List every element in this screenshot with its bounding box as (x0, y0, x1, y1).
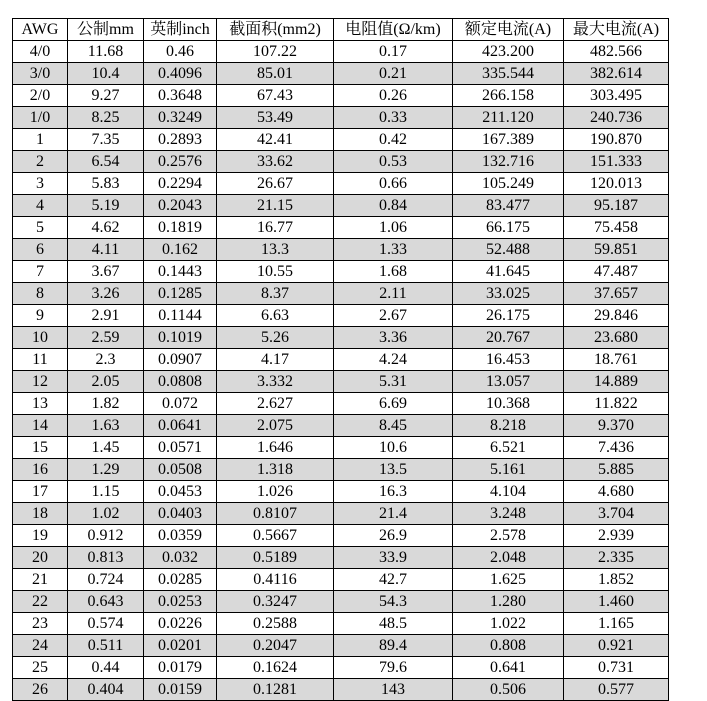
cell-resistance: 48.5 (334, 613, 453, 635)
cell-rated-current: 2.048 (453, 547, 564, 569)
table-row (13, 481, 669, 503)
cell-awg: 8 (13, 283, 68, 305)
cell-metric-mm: 2.59 (68, 327, 144, 349)
cell-awg: 11 (13, 349, 68, 371)
cell-metric-mm: 3.26 (68, 283, 144, 305)
cell-awg: 2/0 (13, 85, 68, 107)
cell-max-current: 9.370 (564, 415, 669, 437)
cell-awg: 16 (13, 459, 68, 481)
cell-awg: 12 (13, 371, 68, 393)
table-row (13, 239, 669, 261)
cell-resistance: 0.17 (334, 41, 453, 63)
cell-rated-current: 423.200 (453, 41, 564, 63)
cell-metric-mm: 3.67 (68, 261, 144, 283)
cell-max-current: 1.852 (564, 569, 669, 591)
cell-metric-mm: 4.11 (68, 239, 144, 261)
cell-metric-mm: 1.45 (68, 437, 144, 459)
cell-rated-current: 83.477 (453, 195, 564, 217)
cell-metric-mm: 0.813 (68, 547, 144, 569)
cell-imperial-inch: 0.2893 (144, 129, 217, 151)
cell-metric-mm: 0.643 (68, 591, 144, 613)
cell-awg: 6 (13, 239, 68, 261)
cell-max-current: 0.577 (564, 679, 669, 701)
cell-cross-section: 0.2047 (217, 635, 334, 657)
cell-resistance: 10.6 (334, 437, 453, 459)
cell-metric-mm: 0.912 (68, 525, 144, 547)
cell-rated-current: 1.625 (453, 569, 564, 591)
cell-imperial-inch: 0.0508 (144, 459, 217, 481)
table-row (13, 283, 669, 305)
cell-resistance: 143 (334, 679, 453, 701)
cell-cross-section: 42.41 (217, 129, 334, 151)
column-header-metric-mm: 公制mm (68, 19, 144, 41)
cell-rated-current: 1.022 (453, 613, 564, 635)
cell-resistance: 4.24 (334, 349, 453, 371)
cell-awg: 5 (13, 217, 68, 239)
cell-resistance: 26.9 (334, 525, 453, 547)
cell-resistance: 2.11 (334, 283, 453, 305)
cell-max-current: 37.657 (564, 283, 669, 305)
cell-cross-section: 10.55 (217, 261, 334, 283)
cell-awg: 7 (13, 261, 68, 283)
cell-rated-current: 2.578 (453, 525, 564, 547)
cell-max-current: 95.187 (564, 195, 669, 217)
cell-awg: 2 (13, 151, 68, 173)
cell-imperial-inch: 0.0159 (144, 679, 217, 701)
cell-cross-section: 0.5667 (217, 525, 334, 547)
table-row (13, 327, 669, 349)
table-row (13, 591, 669, 613)
cell-imperial-inch: 0.0403 (144, 503, 217, 525)
cell-max-current: 3.704 (564, 503, 669, 525)
cell-max-current: 18.761 (564, 349, 669, 371)
cell-metric-mm: 6.54 (68, 151, 144, 173)
cell-awg: 18 (13, 503, 68, 525)
cell-awg: 9 (13, 305, 68, 327)
cell-imperial-inch: 0.0253 (144, 591, 217, 613)
cell-cross-section: 21.15 (217, 195, 334, 217)
table-row (13, 503, 669, 525)
cell-rated-current: 10.368 (453, 393, 564, 415)
cell-awg: 17 (13, 481, 68, 503)
cell-awg: 10 (13, 327, 68, 349)
cell-rated-current: 1.280 (453, 591, 564, 613)
cell-imperial-inch: 0.46 (144, 41, 217, 63)
cell-awg: 4/0 (13, 41, 68, 63)
cell-imperial-inch: 0.0808 (144, 371, 217, 393)
cell-imperial-inch: 0.032 (144, 547, 217, 569)
cell-metric-mm: 7.35 (68, 129, 144, 151)
cell-metric-mm: 0.574 (68, 613, 144, 635)
cell-rated-current: 5.161 (453, 459, 564, 481)
cell-rated-current: 132.716 (453, 151, 564, 173)
table-row (13, 349, 669, 371)
cell-imperial-inch: 0.0226 (144, 613, 217, 635)
cell-max-current: 29.846 (564, 305, 669, 327)
cell-max-current: 240.736 (564, 107, 669, 129)
cell-resistance: 8.45 (334, 415, 453, 437)
cell-awg: 22 (13, 591, 68, 613)
cell-awg: 23 (13, 613, 68, 635)
table-row (13, 41, 669, 63)
column-header-awg: AWG (13, 19, 68, 41)
cell-resistance: 0.66 (334, 173, 453, 195)
cell-imperial-inch: 0.2294 (144, 173, 217, 195)
cell-cross-section: 1.026 (217, 481, 334, 503)
table-row (13, 305, 669, 327)
cell-metric-mm: 9.27 (68, 85, 144, 107)
table-row (13, 525, 669, 547)
cell-metric-mm: 2.05 (68, 371, 144, 393)
cell-imperial-inch: 0.1144 (144, 305, 217, 327)
cell-imperial-inch: 0.0285 (144, 569, 217, 591)
cell-rated-current: 52.488 (453, 239, 564, 261)
cell-imperial-inch: 0.1019 (144, 327, 217, 349)
cell-imperial-inch: 0.4096 (144, 63, 217, 85)
cell-max-current: 23.680 (564, 327, 669, 349)
cell-cross-section: 0.8107 (217, 503, 334, 525)
cell-cross-section: 33.62 (217, 151, 334, 173)
cell-max-current: 75.458 (564, 217, 669, 239)
cell-resistance: 89.4 (334, 635, 453, 657)
cell-imperial-inch: 0.0201 (144, 635, 217, 657)
cell-rated-current: 13.057 (453, 371, 564, 393)
cell-awg: 24 (13, 635, 68, 657)
table-row (13, 547, 669, 569)
cell-resistance: 6.69 (334, 393, 453, 415)
table-row (13, 679, 669, 701)
cell-max-current: 47.487 (564, 261, 669, 283)
cell-imperial-inch: 0.0641 (144, 415, 217, 437)
cell-rated-current: 16.453 (453, 349, 564, 371)
cell-resistance: 0.84 (334, 195, 453, 217)
cell-resistance: 42.7 (334, 569, 453, 591)
cell-metric-mm: 1.15 (68, 481, 144, 503)
cell-cross-section: 2.627 (217, 393, 334, 415)
cell-imperial-inch: 0.3648 (144, 85, 217, 107)
cell-cross-section: 5.26 (217, 327, 334, 349)
column-header-cross-section: 截面积(mm2) (217, 19, 334, 41)
cell-imperial-inch: 0.0359 (144, 525, 217, 547)
cell-metric-mm: 10.4 (68, 63, 144, 85)
cell-metric-mm: 2.91 (68, 305, 144, 327)
cell-rated-current: 335.544 (453, 63, 564, 85)
cell-metric-mm: 1.02 (68, 503, 144, 525)
table-viewport (12, 18, 670, 698)
cell-cross-section: 6.63 (217, 305, 334, 327)
cell-resistance: 13.5 (334, 459, 453, 481)
cell-awg: 20 (13, 547, 68, 569)
cell-metric-mm: 4.62 (68, 217, 144, 239)
cell-metric-mm: 0.724 (68, 569, 144, 591)
table-row (13, 261, 669, 283)
table-row (13, 151, 669, 173)
cell-awg: 19 (13, 525, 68, 547)
table-row (13, 459, 669, 481)
cell-cross-section: 1.646 (217, 437, 334, 459)
table-row (13, 85, 669, 107)
cell-awg: 25 (13, 657, 68, 679)
cell-imperial-inch: 0.072 (144, 393, 217, 415)
cell-rated-current: 0.808 (453, 635, 564, 657)
cell-imperial-inch: 0.1443 (144, 261, 217, 283)
cell-imperial-inch: 0.1819 (144, 217, 217, 239)
cell-cross-section: 0.1281 (217, 679, 334, 701)
cell-metric-mm: 5.19 (68, 195, 144, 217)
column-header-resistance: 电阻值(Ω/km) (334, 19, 453, 41)
cell-awg: 15 (13, 437, 68, 459)
cell-rated-current: 0.506 (453, 679, 564, 701)
table-row (13, 569, 669, 591)
cell-rated-current: 8.218 (453, 415, 564, 437)
cell-cross-section: 2.075 (217, 415, 334, 437)
table-row (13, 173, 669, 195)
cell-cross-section: 16.77 (217, 217, 334, 239)
cell-metric-mm: 11.68 (68, 41, 144, 63)
cell-imperial-inch: 0.1285 (144, 283, 217, 305)
cell-metric-mm: 0.44 (68, 657, 144, 679)
cell-max-current: 4.680 (564, 481, 669, 503)
cell-resistance: 0.33 (334, 107, 453, 129)
cell-resistance: 33.9 (334, 547, 453, 569)
cell-cross-section: 107.22 (217, 41, 334, 63)
cell-rated-current: 211.120 (453, 107, 564, 129)
cell-rated-current: 33.025 (453, 283, 564, 305)
cell-awg: 14 (13, 415, 68, 437)
cell-metric-mm: 1.63 (68, 415, 144, 437)
header-row (13, 19, 669, 41)
cell-imperial-inch: 0.2576 (144, 151, 217, 173)
cell-resistance: 79.6 (334, 657, 453, 679)
cell-max-current: 0.731 (564, 657, 669, 679)
cell-max-current: 482.566 (564, 41, 669, 63)
cell-max-current: 151.333 (564, 151, 669, 173)
cell-cross-section: 4.17 (217, 349, 334, 371)
cell-resistance: 16.3 (334, 481, 453, 503)
cell-max-current: 0.921 (564, 635, 669, 657)
cell-cross-section: 13.3 (217, 239, 334, 261)
cell-cross-section: 0.1624 (217, 657, 334, 679)
cell-cross-section: 0.5189 (217, 547, 334, 569)
table-row (13, 217, 669, 239)
cell-metric-mm: 2.3 (68, 349, 144, 371)
cell-metric-mm: 5.83 (68, 173, 144, 195)
cell-cross-section: 0.2588 (217, 613, 334, 635)
table-row (13, 107, 669, 129)
awg-wire-table (12, 18, 669, 701)
cell-metric-mm: 1.29 (68, 459, 144, 481)
cell-awg: 26 (13, 679, 68, 701)
cell-awg: 21 (13, 569, 68, 591)
cell-rated-current: 105.249 (453, 173, 564, 195)
table-row (13, 393, 669, 415)
cell-cross-section: 0.4116 (217, 569, 334, 591)
cell-metric-mm: 0.404 (68, 679, 144, 701)
cell-imperial-inch: 0.0453 (144, 481, 217, 503)
cell-awg: 1/0 (13, 107, 68, 129)
table-row (13, 63, 669, 85)
cell-resistance: 0.42 (334, 129, 453, 151)
cell-resistance: 1.33 (334, 239, 453, 261)
table-row (13, 415, 669, 437)
cell-resistance: 1.68 (334, 261, 453, 283)
cell-cross-section: 53.49 (217, 107, 334, 129)
cell-max-current: 120.013 (564, 173, 669, 195)
table-row (13, 195, 669, 217)
cell-rated-current: 4.104 (453, 481, 564, 503)
cell-rated-current: 41.645 (453, 261, 564, 283)
cell-max-current: 1.460 (564, 591, 669, 613)
cell-resistance: 0.53 (334, 151, 453, 173)
cell-awg: 4 (13, 195, 68, 217)
cell-resistance: 3.36 (334, 327, 453, 349)
cell-awg: 3 (13, 173, 68, 195)
cell-resistance: 0.21 (334, 63, 453, 85)
cell-cross-section: 0.3247 (217, 591, 334, 613)
cell-resistance: 5.31 (334, 371, 453, 393)
cell-cross-section: 3.332 (217, 371, 334, 393)
cell-imperial-inch: 0.0907 (144, 349, 217, 371)
column-header-max-current: 最大电流(A) (564, 19, 669, 41)
cell-resistance: 1.06 (334, 217, 453, 239)
cell-resistance: 54.3 (334, 591, 453, 613)
cell-cross-section: 26.67 (217, 173, 334, 195)
table-row (13, 657, 669, 679)
cell-imperial-inch: 0.3249 (144, 107, 217, 129)
cell-cross-section: 67.43 (217, 85, 334, 107)
cell-rated-current: 3.248 (453, 503, 564, 525)
cell-imperial-inch: 0.2043 (144, 195, 217, 217)
cell-rated-current: 66.175 (453, 217, 564, 239)
cell-max-current: 5.885 (564, 459, 669, 481)
cell-cross-section: 85.01 (217, 63, 334, 85)
table-row (13, 371, 669, 393)
cell-imperial-inch: 0.0571 (144, 437, 217, 459)
cell-max-current: 190.870 (564, 129, 669, 151)
cell-resistance: 0.26 (334, 85, 453, 107)
cell-max-current: 59.851 (564, 239, 669, 261)
table-row (13, 437, 669, 459)
cell-cross-section: 1.318 (217, 459, 334, 481)
cell-resistance: 2.67 (334, 305, 453, 327)
cell-max-current: 14.889 (564, 371, 669, 393)
cell-metric-mm: 1.82 (68, 393, 144, 415)
table-row (13, 613, 669, 635)
cell-rated-current: 20.767 (453, 327, 564, 349)
cell-rated-current: 26.175 (453, 305, 564, 327)
cell-max-current: 303.495 (564, 85, 669, 107)
cell-max-current: 2.939 (564, 525, 669, 547)
cell-awg: 1 (13, 129, 68, 151)
cell-rated-current: 167.389 (453, 129, 564, 151)
cell-rated-current: 266.158 (453, 85, 564, 107)
cell-max-current: 2.335 (564, 547, 669, 569)
table-row (13, 129, 669, 151)
cell-awg: 3/0 (13, 63, 68, 85)
cell-max-current: 1.165 (564, 613, 669, 635)
cell-max-current: 7.436 (564, 437, 669, 459)
cell-max-current: 382.614 (564, 63, 669, 85)
column-header-imperial-inch: 英制inch (144, 19, 217, 41)
cell-metric-mm: 8.25 (68, 107, 144, 129)
cell-imperial-inch: 0.162 (144, 239, 217, 261)
cell-cross-section: 8.37 (217, 283, 334, 305)
cell-max-current: 11.822 (564, 393, 669, 415)
table-row (13, 635, 669, 657)
cell-imperial-inch: 0.0179 (144, 657, 217, 679)
cell-awg: 13 (13, 393, 68, 415)
cell-metric-mm: 0.511 (68, 635, 144, 657)
cell-rated-current: 6.521 (453, 437, 564, 459)
column-header-rated-current: 额定电流(A) (453, 19, 564, 41)
cell-rated-current: 0.641 (453, 657, 564, 679)
cell-resistance: 21.4 (334, 503, 453, 525)
